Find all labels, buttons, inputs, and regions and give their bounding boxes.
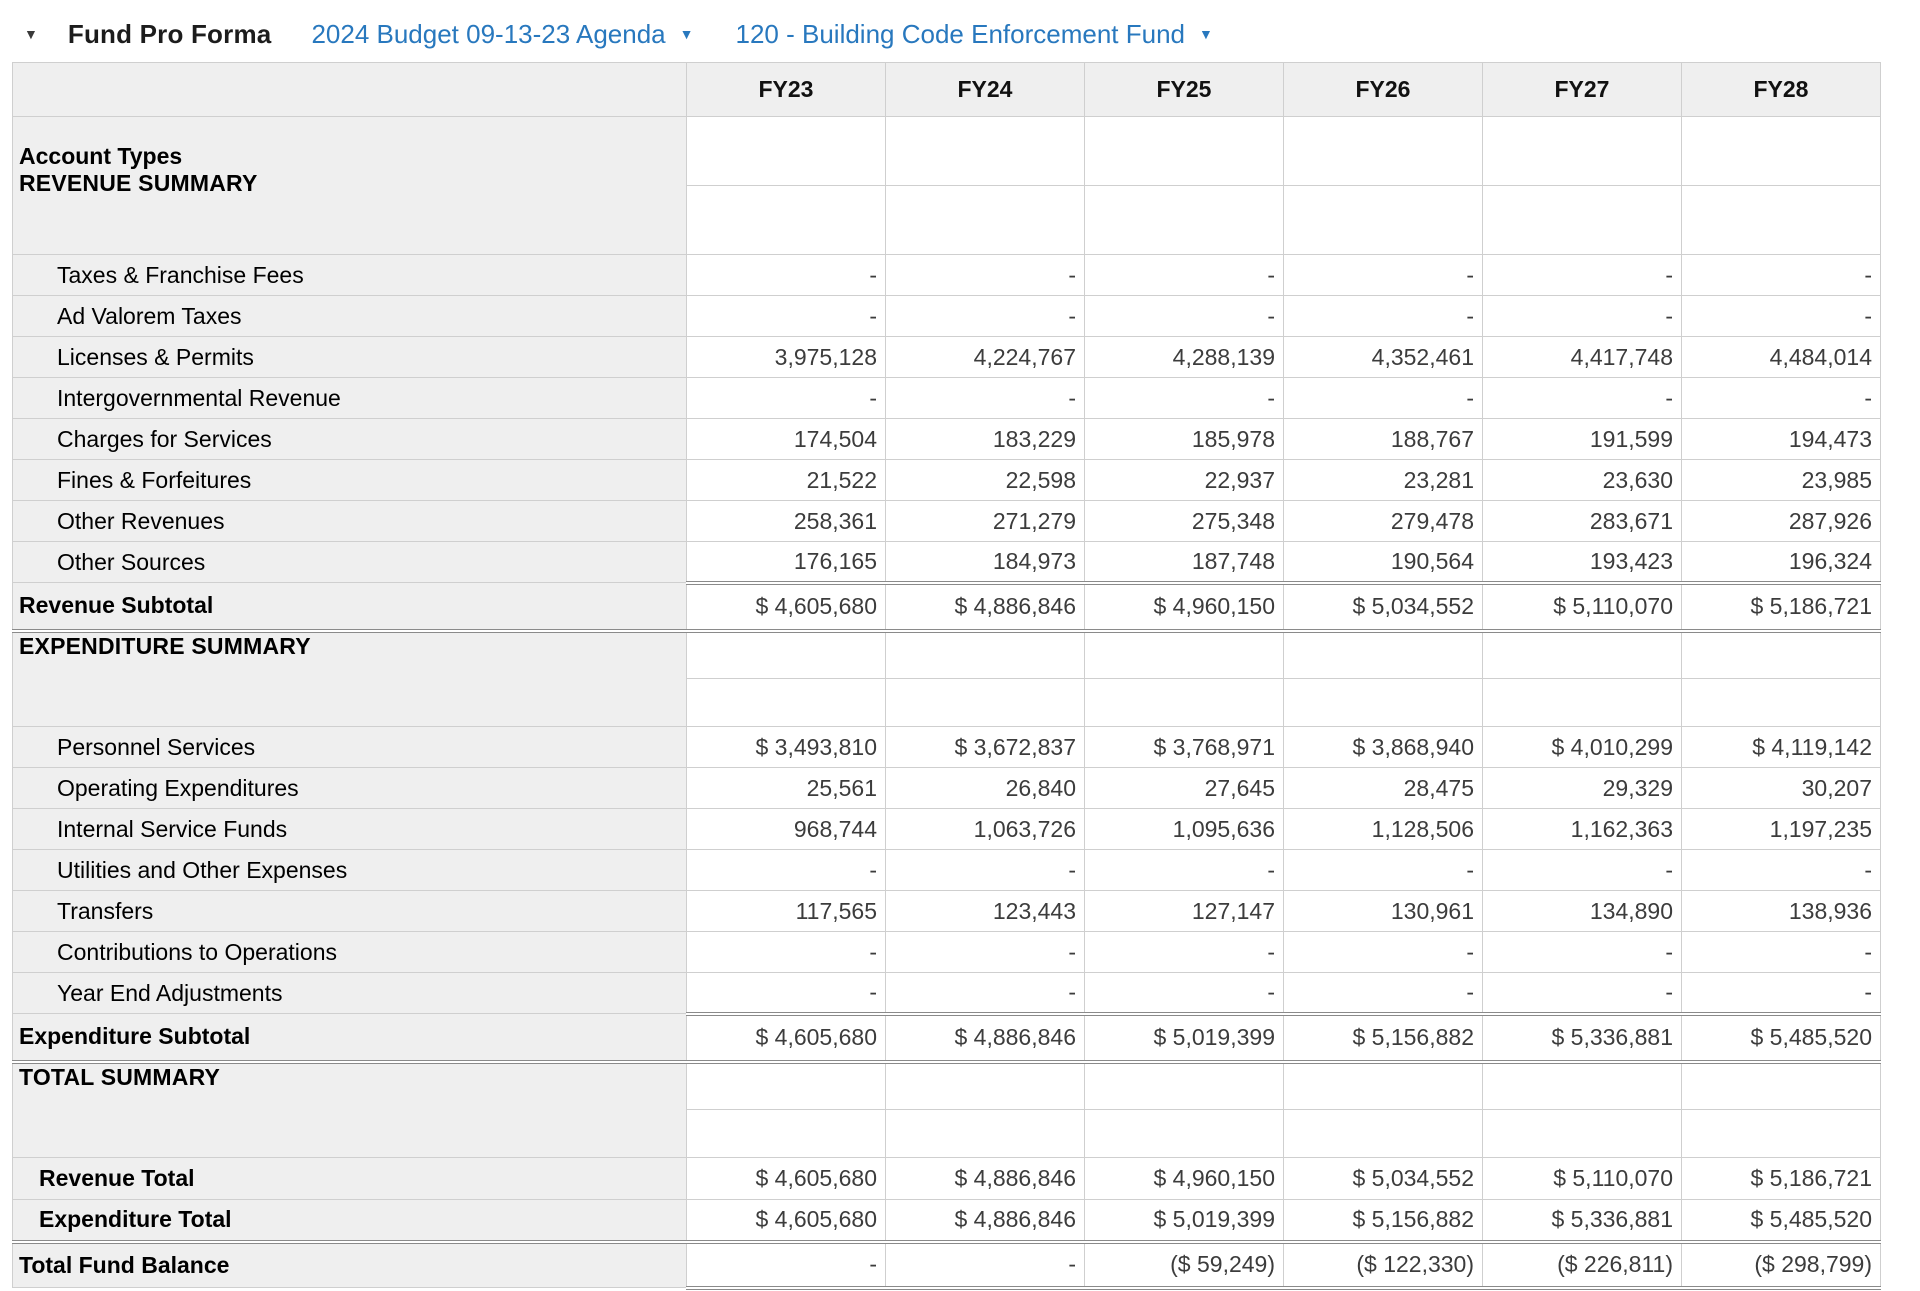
row-label-personnel-services: Personnel Services xyxy=(13,727,687,768)
empty-cell-fy23 xyxy=(687,679,886,727)
value-cell-fy24: - xyxy=(886,255,1085,296)
row-expenditure-total xyxy=(13,1200,1881,1242)
value-cell-fy23: - xyxy=(687,296,886,337)
value-cell-fy28: - xyxy=(1682,973,1881,1014)
value-cell-fy26: - xyxy=(1284,296,1483,337)
value-cell-fy26: $ 3,868,940 xyxy=(1284,727,1483,768)
value-cell-fy24: 26,840 xyxy=(886,768,1085,809)
value-cell-fy26: $ 5,034,552 xyxy=(1284,1158,1483,1200)
value-cell-fy26: 279,478 xyxy=(1284,501,1483,542)
value-cell-fy25: 4,288,139 xyxy=(1085,337,1284,378)
col-header-fy28: FY28 xyxy=(1682,63,1881,117)
value-cell-fy28: 23,985 xyxy=(1682,460,1881,501)
row-label-taxes-franchise-fees: Taxes & Franchise Fees xyxy=(13,255,687,296)
empty-cell-fy24 xyxy=(886,186,1085,255)
empty-cell-fy23 xyxy=(687,186,886,255)
value-cell-fy28: $ 5,186,721 xyxy=(1682,583,1881,631)
value-cell-fy23: 21,522 xyxy=(687,460,886,501)
row-label-other-revenues: Other Revenues xyxy=(13,501,687,542)
empty-cell-fy27 xyxy=(1483,117,1682,186)
empty-cell-fy25 xyxy=(1085,117,1284,186)
page-title: Fund Pro Forma xyxy=(67,18,272,49)
value-cell-fy23: $ 4,605,680 xyxy=(687,1014,886,1062)
value-cell-fy24: - xyxy=(886,378,1085,419)
section-heading-total-summary: TOTAL SUMMARY xyxy=(19,1063,221,1090)
value-cell-fy25: 275,348 xyxy=(1085,501,1284,542)
value-cell-fy23: $ 3,493,810 xyxy=(687,727,886,768)
table-header-row xyxy=(13,63,1881,117)
value-cell-fy26: 188,767 xyxy=(1284,419,1483,460)
row-label-other-sources: Other Sources xyxy=(13,542,687,583)
section-spacer-row-total-summary xyxy=(13,1062,1881,1110)
row-label-year-end-adjustments: Year End Adjustments xyxy=(13,973,687,1014)
collapse-caret-icon[interactable]: ▼ xyxy=(24,26,38,42)
value-cell-fy25: - xyxy=(1085,378,1284,419)
value-cell-fy28: $ 4,119,142 xyxy=(1682,727,1881,768)
value-cell-fy28: ($ 298,799) xyxy=(1682,1242,1881,1288)
row-label-transfers: Transfers xyxy=(13,891,687,932)
section-heading-expenditure-summary: EXPENDITURE SUMMARY xyxy=(19,632,311,659)
row-label-intergovernmental-revenue: Intergovernmental Revenue xyxy=(13,378,687,419)
value-cell-fy24: $ 4,886,846 xyxy=(886,1200,1085,1242)
value-cell-fy24: 183,229 xyxy=(886,419,1085,460)
value-cell-fy27: 29,329 xyxy=(1483,768,1682,809)
value-cell-fy27: 283,671 xyxy=(1483,501,1682,542)
row-revenue-subtotal xyxy=(13,583,1881,631)
col-header-fy26: FY26 xyxy=(1284,63,1483,117)
value-cell-fy28: - xyxy=(1682,378,1881,419)
row-licenses-permits xyxy=(13,337,1881,378)
value-cell-fy23: $ 4,605,680 xyxy=(687,1158,886,1200)
value-cell-fy23: 174,504 xyxy=(687,419,886,460)
value-cell-fy25: - xyxy=(1085,296,1284,337)
row-other-revenues xyxy=(13,501,1881,542)
value-cell-fy24: - xyxy=(886,296,1085,337)
value-cell-fy24: 271,279 xyxy=(886,501,1085,542)
row-charges-for-services xyxy=(13,419,1881,460)
value-cell-fy28: 194,473 xyxy=(1682,419,1881,460)
value-cell-fy25: 27,645 xyxy=(1085,768,1284,809)
value-cell-fy28: - xyxy=(1682,296,1881,337)
empty-cell-fy27 xyxy=(1483,679,1682,727)
value-cell-fy28: - xyxy=(1682,932,1881,973)
value-cell-fy26: 190,564 xyxy=(1284,542,1483,583)
value-cell-fy23: 117,565 xyxy=(687,891,886,932)
empty-cell-fy27 xyxy=(1483,631,1682,679)
row-label-revenue-subtotal: Revenue Subtotal xyxy=(13,583,687,631)
section-label-cell-expenditure-summary xyxy=(13,631,687,727)
value-cell-fy27: $ 5,336,881 xyxy=(1483,1014,1682,1062)
row-label-fines-forfeitures: Fines & Forfeitures xyxy=(13,460,687,501)
value-cell-fy23: 25,561 xyxy=(687,768,886,809)
value-cell-fy25: $ 3,768,971 xyxy=(1085,727,1284,768)
row-fines-forfeitures xyxy=(13,460,1881,501)
value-cell-fy27: - xyxy=(1483,850,1682,891)
row-label-revenue-total: Revenue Total xyxy=(13,1158,687,1200)
value-cell-fy24: - xyxy=(886,932,1085,973)
value-cell-fy26: 23,281 xyxy=(1284,460,1483,501)
empty-cell-fy23 xyxy=(687,1062,886,1110)
value-cell-fy28: - xyxy=(1682,850,1881,891)
value-cell-fy27: 1,162,363 xyxy=(1483,809,1682,850)
section-heading-revenue-summary: REVENUE SUMMARY xyxy=(19,170,258,196)
value-cell-fy26: 130,961 xyxy=(1284,891,1483,932)
value-cell-fy24: $ 4,886,846 xyxy=(886,583,1085,631)
empty-cell-fy24 xyxy=(886,1110,1085,1158)
value-cell-fy25: - xyxy=(1085,932,1284,973)
empty-cell-fy24 xyxy=(886,1062,1085,1110)
value-cell-fy27: - xyxy=(1483,973,1682,1014)
empty-cell-fy28 xyxy=(1682,679,1881,727)
titlebar xyxy=(0,0,1920,62)
row-year-end-adjustments xyxy=(13,973,1881,1014)
row-label-utilities-and-other-expenses: Utilities and Other Expenses xyxy=(13,850,687,891)
empty-cell-fy27 xyxy=(1483,1110,1682,1158)
value-cell-fy27: $ 5,336,881 xyxy=(1483,1200,1682,1242)
row-label-internal-service-funds: Internal Service Funds xyxy=(13,809,687,850)
value-cell-fy26: $ 5,156,882 xyxy=(1284,1014,1483,1062)
value-cell-fy28: 1,197,235 xyxy=(1682,809,1881,850)
value-cell-fy25: - xyxy=(1085,973,1284,1014)
value-cell-fy28: 30,207 xyxy=(1682,768,1881,809)
row-revenue-total xyxy=(13,1158,1881,1200)
empty-cell-fy28 xyxy=(1682,1110,1881,1158)
value-cell-fy28: 138,936 xyxy=(1682,891,1881,932)
value-cell-fy24: 22,598 xyxy=(886,460,1085,501)
value-cell-fy25: - xyxy=(1085,255,1284,296)
account-types-header-cell xyxy=(13,63,687,117)
value-cell-fy24: $ 4,886,846 xyxy=(886,1014,1085,1062)
empty-cell-fy26 xyxy=(1284,679,1483,727)
value-cell-fy27: 4,417,748 xyxy=(1483,337,1682,378)
value-cell-fy28: $ 5,485,520 xyxy=(1682,1014,1881,1062)
fund-dropdown[interactable] xyxy=(736,19,1213,50)
col-header-fy27: FY27 xyxy=(1483,63,1682,117)
row-label-contributions-to-operations: Contributions to Operations xyxy=(13,932,687,973)
value-cell-fy23: - xyxy=(687,255,886,296)
value-cell-fy26: - xyxy=(1284,850,1483,891)
value-cell-fy27: - xyxy=(1483,296,1682,337)
fund-dropdown-label[interactable]: 120 - Building Code Enforcement Fund xyxy=(735,18,1185,49)
value-cell-fy24: - xyxy=(886,850,1085,891)
empty-cell-fy25 xyxy=(1085,186,1284,255)
value-cell-fy24: - xyxy=(886,1242,1085,1288)
value-cell-fy23: 258,361 xyxy=(687,501,886,542)
row-intergovernmental-revenue xyxy=(13,378,1881,419)
value-cell-fy26: $ 5,034,552 xyxy=(1284,583,1483,631)
row-label-ad-valorem-taxes: Ad Valorem Taxes xyxy=(13,296,687,337)
value-cell-fy25: 22,937 xyxy=(1085,460,1284,501)
value-cell-fy28: $ 5,485,520 xyxy=(1682,1200,1881,1242)
empty-cell-fy27 xyxy=(1483,186,1682,255)
value-cell-fy24: - xyxy=(886,973,1085,1014)
value-cell-fy26: - xyxy=(1284,255,1483,296)
account-types-label: Account Types xyxy=(19,143,183,169)
value-cell-fy27: - xyxy=(1483,378,1682,419)
value-cell-fy25: - xyxy=(1085,850,1284,891)
value-cell-fy24: 184,973 xyxy=(886,542,1085,583)
value-cell-fy23: $ 4,605,680 xyxy=(687,1200,886,1242)
empty-cell-fy28 xyxy=(1682,1062,1881,1110)
col-header-fy23: FY23 xyxy=(687,63,886,117)
empty-cell-fy26 xyxy=(1284,186,1483,255)
section-spacer-row-expenditure-summary xyxy=(13,631,1881,679)
row-expenditure-subtotal xyxy=(13,1014,1881,1062)
empty-cell-fy26 xyxy=(1284,1110,1483,1158)
col-header-fy24: FY24 xyxy=(886,63,1085,117)
agenda-dropdown[interactable] xyxy=(311,19,693,50)
value-cell-fy27: - xyxy=(1483,932,1682,973)
row-personnel-services xyxy=(13,727,1881,768)
value-cell-fy27: 134,890 xyxy=(1483,891,1682,932)
value-cell-fy23: - xyxy=(687,378,886,419)
value-cell-fy23: - xyxy=(687,850,886,891)
empty-cell-fy24 xyxy=(886,631,1085,679)
empty-cell-fy23 xyxy=(687,117,886,186)
value-cell-fy24: $ 3,672,837 xyxy=(886,727,1085,768)
value-cell-fy24: 4,224,767 xyxy=(886,337,1085,378)
row-total-fund-balance xyxy=(13,1242,1881,1288)
value-cell-fy26: - xyxy=(1284,973,1483,1014)
section-spacer-row-revenue-summary xyxy=(13,117,1881,186)
value-cell-fy24: 1,063,726 xyxy=(886,809,1085,850)
value-cell-fy24: 123,443 xyxy=(886,891,1085,932)
value-cell-fy27: - xyxy=(1483,255,1682,296)
row-operating-expenditures xyxy=(13,768,1881,809)
value-cell-fy23: - xyxy=(687,1242,886,1288)
value-cell-fy23: $ 4,605,680 xyxy=(687,583,886,631)
value-cell-fy27: ($ 226,811) xyxy=(1483,1242,1682,1288)
row-other-sources xyxy=(13,542,1881,583)
value-cell-fy23: 176,165 xyxy=(687,542,886,583)
row-ad-valorem-taxes xyxy=(13,296,1881,337)
value-cell-fy24: $ 4,886,846 xyxy=(886,1158,1085,1200)
row-transfers xyxy=(13,891,1881,932)
value-cell-fy26: - xyxy=(1284,378,1483,419)
empty-cell-fy28 xyxy=(1682,631,1881,679)
agenda-dropdown-caret-icon[interactable]: ▼ xyxy=(679,26,694,42)
value-cell-fy23: - xyxy=(687,932,886,973)
empty-cell-fy25 xyxy=(1085,1062,1284,1110)
row-label-operating-expenditures: Operating Expenditures xyxy=(13,768,687,809)
value-cell-fy26: ($ 122,330) xyxy=(1284,1242,1483,1288)
value-cell-fy27: 193,423 xyxy=(1483,542,1682,583)
row-label-total-fund-balance: Total Fund Balance xyxy=(13,1242,687,1288)
value-cell-fy25: $ 4,960,150 xyxy=(1085,1158,1284,1200)
empty-cell-fy26 xyxy=(1284,117,1483,186)
empty-cell-fy26 xyxy=(1284,1062,1483,1110)
value-cell-fy25: ($ 59,249) xyxy=(1085,1242,1284,1288)
value-cell-fy28: 196,324 xyxy=(1682,542,1881,583)
value-cell-fy26: $ 5,156,882 xyxy=(1284,1200,1483,1242)
value-cell-fy28: 4,484,014 xyxy=(1682,337,1881,378)
row-label-expenditure-subtotal: Expenditure Subtotal xyxy=(13,1014,687,1062)
value-cell-fy25: 187,748 xyxy=(1085,542,1284,583)
empty-cell-fy24 xyxy=(886,117,1085,186)
empty-cell-fy27 xyxy=(1483,1062,1682,1110)
value-cell-fy28: - xyxy=(1682,255,1881,296)
value-cell-fy26: 4,352,461 xyxy=(1284,337,1483,378)
agenda-dropdown-label[interactable]: 2024 Budget 09-13-23 Agenda xyxy=(311,18,666,49)
value-cell-fy28: $ 5,186,721 xyxy=(1682,1158,1881,1200)
row-label-charges-for-services: Charges for Services xyxy=(13,419,687,460)
value-cell-fy25: $ 5,019,399 xyxy=(1085,1014,1284,1062)
section-label-cell-revenue-summary xyxy=(13,117,687,255)
pro-forma-table xyxy=(12,62,1881,1290)
empty-cell-fy28 xyxy=(1682,186,1881,255)
empty-cell-fy23 xyxy=(687,1110,886,1158)
value-cell-fy26: - xyxy=(1284,932,1483,973)
section-label-cell-total-summary xyxy=(13,1062,687,1158)
value-cell-fy27: 23,630 xyxy=(1483,460,1682,501)
value-cell-fy28: 287,926 xyxy=(1682,501,1881,542)
row-contributions-to-operations xyxy=(13,932,1881,973)
value-cell-fy23: 968,744 xyxy=(687,809,886,850)
value-cell-fy27: $ 5,110,070 xyxy=(1483,1158,1682,1200)
value-cell-fy25: 185,978 xyxy=(1085,419,1284,460)
empty-cell-fy25 xyxy=(1085,1110,1284,1158)
empty-cell-fy26 xyxy=(1284,631,1483,679)
value-cell-fy27: $ 5,110,070 xyxy=(1483,583,1682,631)
empty-cell-fy28 xyxy=(1682,117,1881,186)
row-label-licenses-permits: Licenses & Permits xyxy=(13,337,687,378)
fund-dropdown-caret-icon[interactable]: ▼ xyxy=(1199,26,1213,42)
value-cell-fy27: 191,599 xyxy=(1483,419,1682,460)
row-label-expenditure-total: Expenditure Total xyxy=(13,1200,687,1242)
value-cell-fy26: 28,475 xyxy=(1284,768,1483,809)
value-cell-fy27: $ 4,010,299 xyxy=(1483,727,1682,768)
value-cell-fy25: 1,095,636 xyxy=(1085,809,1284,850)
empty-cell-fy24 xyxy=(886,679,1085,727)
row-taxes-franchise-fees xyxy=(13,255,1881,296)
value-cell-fy26: 1,128,506 xyxy=(1284,809,1483,850)
value-cell-fy25: $ 5,019,399 xyxy=(1085,1200,1284,1242)
value-cell-fy25: $ 4,960,150 xyxy=(1085,583,1284,631)
value-cell-fy23: - xyxy=(687,973,886,1014)
value-cell-fy23: 3,975,128 xyxy=(687,337,886,378)
row-internal-service-funds xyxy=(13,809,1881,850)
col-header-fy25: FY25 xyxy=(1085,63,1284,117)
row-utilities-and-other-expenses xyxy=(13,850,1881,891)
empty-cell-fy25 xyxy=(1085,631,1284,679)
empty-cell-fy23 xyxy=(687,631,886,679)
empty-cell-fy25 xyxy=(1085,679,1284,727)
value-cell-fy25: 127,147 xyxy=(1085,891,1284,932)
